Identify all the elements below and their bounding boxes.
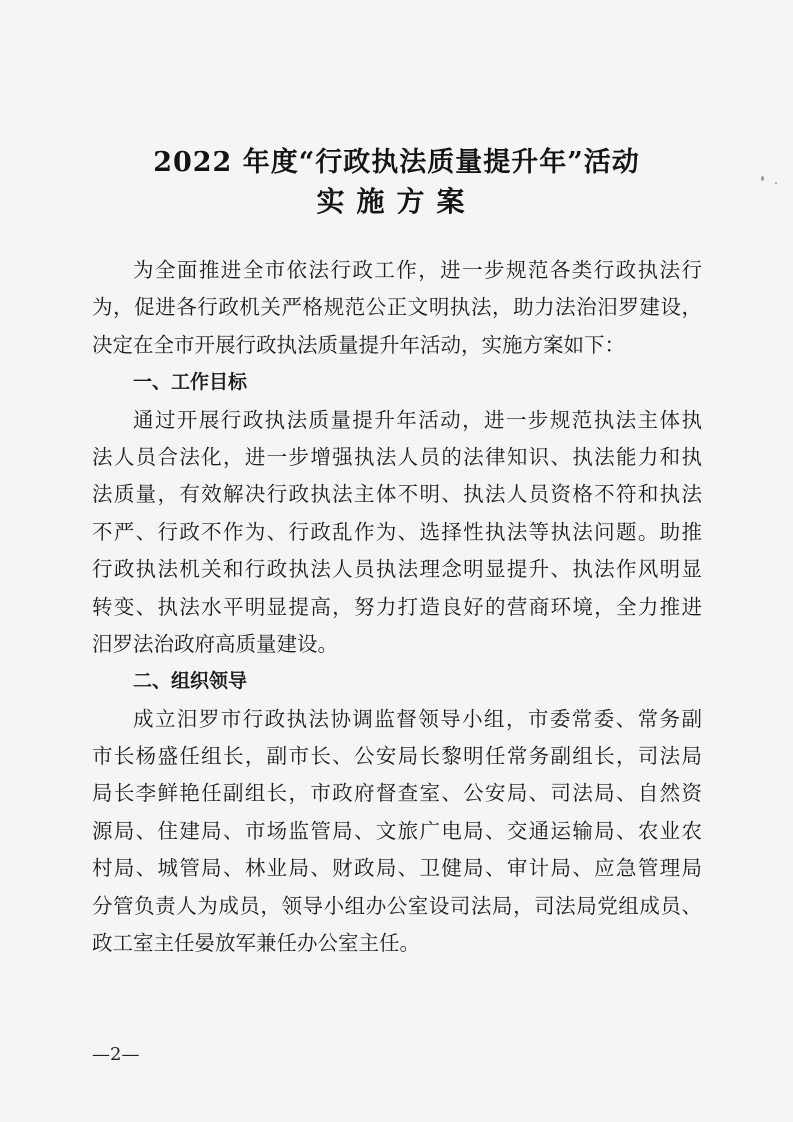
section-heading-organization: 二、组织领导 bbox=[133, 670, 248, 693]
paragraph-line: 市长杨盛任组长，副市长、公安局长黎明任常务副组长，司法局 bbox=[92, 744, 702, 769]
paragraph-line: 为，促进各行政机关严格规范公正文明执法，助力法治汨罗建设， bbox=[92, 295, 702, 320]
document-body bbox=[92, 252, 702, 962]
scan-speck bbox=[775, 182, 777, 184]
paragraph-line: 通过开展行政执法质量提升年活动，进一步规范执法主体执 bbox=[133, 407, 702, 432]
paragraph-line: 转变、执法水平明显提高，努力打造良好的营商环境，全力推进 bbox=[92, 594, 702, 619]
document-title: 2022 年度“行政执法质量提升年”活动 bbox=[153, 147, 640, 178]
paragraph-line: 源局、住建局、市场监管局、文旅广电局、交通运输局、农业农 bbox=[92, 818, 702, 843]
section-heading-goals: 一、工作目标 bbox=[133, 371, 248, 394]
paragraph-line: 政工室主任晏放军兼任办公室主任。 bbox=[92, 931, 420, 956]
scan-speck bbox=[761, 176, 764, 181]
paragraph-line: 法人员合法化，进一步增强执法人员的法律知识、执法能力和执 bbox=[92, 444, 702, 469]
paragraph-line: 行政执法机关和行政执法人员执法理念明显提升、执法作风明显 bbox=[92, 557, 702, 582]
paragraph-line: 为全面推进全市依法行政工作，进一步规范各类行政执法行 bbox=[133, 258, 702, 282]
paragraph-line: 成立汨罗市行政执法协调监督领导小组，市委常委、常务副 bbox=[133, 706, 702, 731]
page-number: —2— bbox=[92, 1044, 140, 1065]
document-subtitle: 实施方案 bbox=[316, 185, 477, 218]
paragraph-line: 局长李鲜艳任副组长，市政府督查室、公安局、司法局、自然资 bbox=[92, 781, 702, 806]
paragraph-line: 法质量，有效解决行政执法主体不明、执法人员资格不符和执法 bbox=[92, 482, 702, 507]
paragraph-line: 村局、城管局、林业局、财政局、卫健局、审计局、应急管理局 bbox=[92, 856, 702, 881]
paragraph-line: 决定在全市开展行政执法质量提升年活动，实施方案如下： bbox=[92, 332, 625, 357]
paragraph-line: 汨罗法治政府高质量建设。 bbox=[92, 631, 338, 656]
paragraph-line: 分管负责人为成员，领导小组办公室设司法局，司法局党组成员、 bbox=[92, 893, 702, 918]
paragraph-line: 不严、行政不作为、行政乱作为、选择性执法等执法问题。助推 bbox=[92, 519, 702, 544]
